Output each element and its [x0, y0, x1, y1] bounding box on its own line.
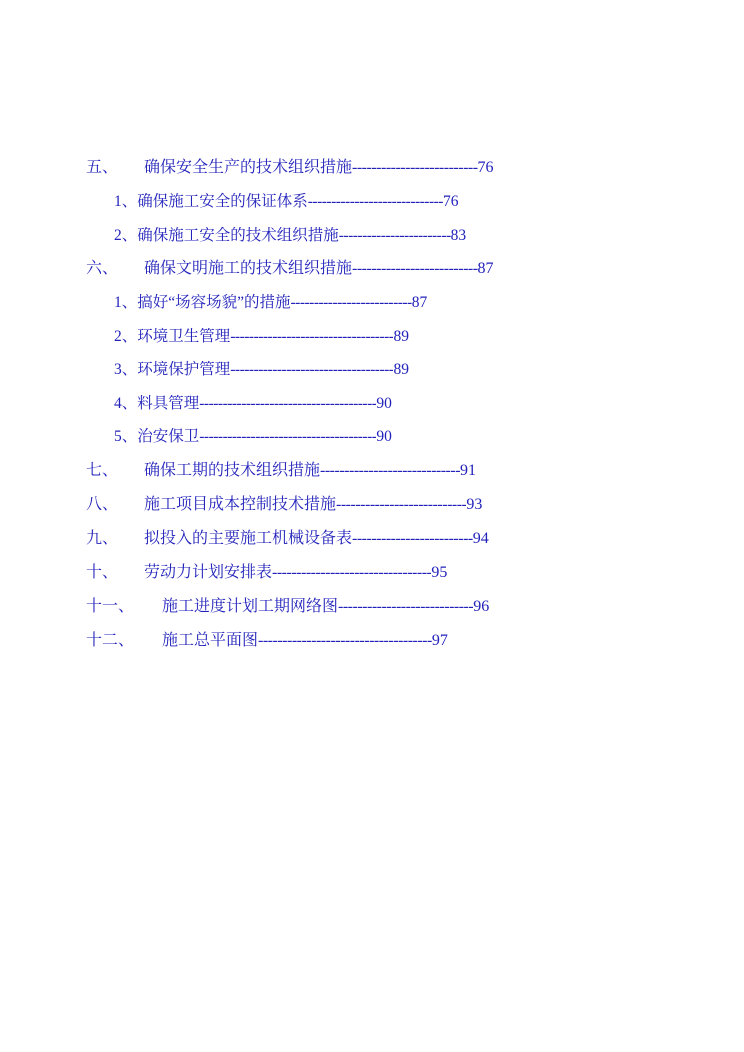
toc-entry-leader: --------------------------------------: [199, 429, 377, 445]
toc-entry-label: 确保文明施工的技术组织措施: [144, 260, 353, 277]
toc-entry[interactable]: [0, 295, 744, 311]
toc-entry-number: 八、: [86, 495, 119, 513]
toc-entry-leader: ------------------------: [338, 227, 451, 243]
toc-entry-number: 十二、: [86, 631, 135, 649]
toc-entry-number: 十一、: [86, 597, 135, 615]
table-of-contents: [0, 160, 744, 667]
toc-entry-page: 87: [477, 260, 494, 277]
toc-entry-leader: ---------------------------: [336, 496, 467, 513]
toc-entry-label: 施工进度计划工期网络图: [162, 597, 339, 615]
toc-entry-label: 3、环境保护管理: [114, 361, 231, 378]
toc-entry-page: 89: [393, 361, 409, 378]
toc-entry[interactable]: [0, 599, 744, 615]
toc-entry-number: 七、: [86, 461, 119, 479]
toc-entry[interactable]: [0, 565, 744, 581]
toc-entry-label: 施工总平面图: [162, 631, 259, 649]
toc-entry-page: 94: [472, 529, 489, 547]
toc-entry-leader: -----------------------------: [320, 462, 461, 479]
toc-entry-page: 93: [466, 495, 483, 513]
toc-entry-page: 90: [376, 428, 392, 445]
toc-entry-label: 5、治安保卫: [114, 428, 200, 445]
toc-entry-label: 4、料具管理: [114, 394, 200, 412]
toc-entry-leader: ----------------------------: [338, 598, 474, 615]
toc-entry-page: 91: [460, 461, 477, 479]
toc-entry-page: 83: [450, 226, 467, 244]
toc-entry-leader: -----------------------------------: [230, 362, 394, 378]
toc-entry-page: 76: [442, 193, 459, 210]
toc-entry-page: 87: [411, 294, 428, 311]
toc-entry[interactable]: [0, 497, 744, 513]
toc-entry[interactable]: [0, 329, 744, 345]
toc-entry-number: 五、: [86, 159, 119, 176]
toc-entry-leader: ---------------------------------: [272, 564, 432, 581]
toc-entry-label: 施工项目成本控制技术措施: [144, 495, 337, 513]
toc-entry-page: 95: [431, 563, 448, 581]
toc-entry-page: 96: [473, 597, 490, 615]
toc-entry-label: 2、确保施工安全的技术组织措施: [114, 226, 339, 244]
toc-entry-leader: -----------------------------------: [230, 328, 394, 344]
toc-entry-leader: --------------------------: [352, 261, 478, 277]
toc-entry-page: 97: [431, 631, 448, 649]
toc-entry-label: 1、搞好“场容场貌”的措施: [114, 294, 291, 311]
toc-entry[interactable]: [0, 463, 744, 479]
toc-entry[interactable]: [0, 633, 744, 649]
toc-entry-label: 劳动力计划安排表: [144, 563, 273, 581]
toc-entry[interactable]: [0, 362, 744, 378]
toc-entry-label: 确保工期的技术组织措施: [144, 461, 321, 479]
toc-entry[interactable]: [0, 228, 744, 244]
toc-entry-leader: -----------------------------: [307, 194, 443, 210]
toc-entry-label: 2、环境卫生管理: [114, 327, 231, 345]
toc-entry-leader: -------------------------: [352, 530, 473, 547]
toc-entry[interactable]: [0, 531, 744, 547]
toc-entry[interactable]: [0, 194, 744, 210]
toc-entry-number: 十、: [86, 563, 119, 581]
toc-entry-label: 确保安全生产的技术组织措施: [144, 159, 353, 176]
toc-entry-page: 89: [393, 327, 409, 345]
toc-entry-label: 1、确保施工安全的保证体系: [114, 193, 308, 210]
toc-entry-page: 90: [376, 394, 392, 412]
toc-entry-leader: --------------------------: [290, 295, 412, 311]
toc-entry[interactable]: [0, 396, 744, 412]
toc-entry-number: 六、: [86, 260, 119, 277]
toc-entry-leader: --------------------------------------: [199, 395, 377, 411]
toc-entry-leader: ------------------------------------: [258, 632, 432, 649]
toc-entry[interactable]: [0, 261, 744, 277]
toc-entry-number: 九、: [86, 529, 119, 547]
toc-entry[interactable]: [0, 429, 744, 445]
toc-entry[interactable]: [0, 160, 744, 176]
toc-entry-page: 76: [477, 159, 494, 176]
toc-entry-label: 拟投入的主要施工机械设备表: [144, 529, 353, 547]
toc-entry-leader: --------------------------: [352, 160, 478, 176]
